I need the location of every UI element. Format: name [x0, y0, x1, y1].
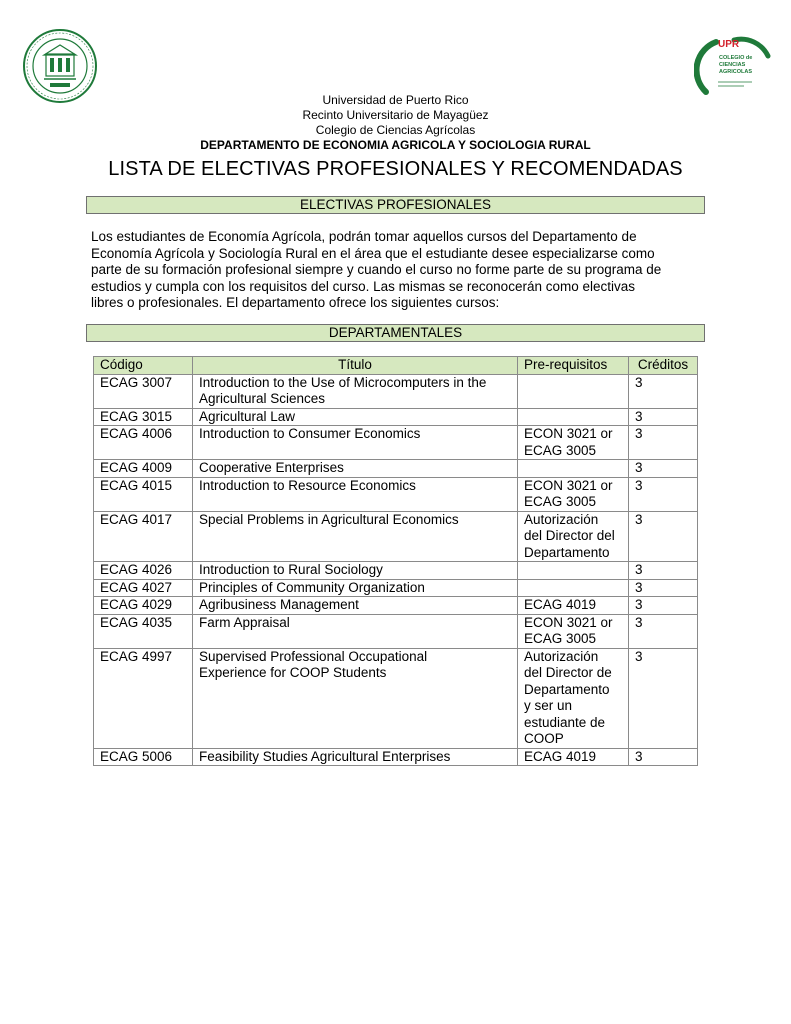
cell-code: ECAG 4035	[94, 614, 193, 648]
table-row	[94, 614, 698, 648]
table-row	[94, 477, 698, 511]
cell-prerequisites	[518, 460, 629, 478]
cell-prerequisites	[518, 408, 629, 426]
cell-prerequisites	[518, 374, 629, 408]
cell-prerequisites-line: ECAG 3005	[524, 494, 597, 509]
cell-prerequisites-line: y ser un	[524, 698, 573, 713]
cell-title	[193, 374, 518, 408]
cell-prerequisites-line: ECON 3021 or	[524, 426, 613, 441]
cell-prerequisites-line: estudiante de	[524, 714, 606, 730]
cell-title-line: Principles of Community Organization	[199, 579, 425, 595]
column-header-credits: Créditos	[629, 357, 698, 375]
table-row	[94, 562, 698, 580]
cell-title-line: Feasibility Studies Agricultural Enterprises	[199, 748, 451, 764]
header-university: Universidad de Puerto Rico	[322, 93, 469, 107]
cell-prerequisites	[518, 648, 629, 748]
cell-title-line: Agribusiness Management	[199, 597, 359, 612]
cell-code: ECAG 4027	[94, 579, 193, 597]
section-heading-departamentales: DEPARTAMENTALES	[86, 324, 705, 342]
cell-title	[193, 460, 518, 478]
cell-title	[193, 408, 518, 426]
intro-line: libres o profesionales. El departamento ofrece los siguientes cursos:	[91, 295, 500, 310]
cell-title-line: Introduction to the Use of Microcomputers in the	[199, 374, 487, 390]
document-header	[0, 93, 791, 153]
cell-prerequisites-line: del Director de	[524, 665, 612, 680]
cell-title	[193, 614, 518, 648]
cell-title	[193, 648, 518, 748]
cell-credits: 3	[629, 748, 698, 766]
cell-code: ECAG 5006	[94, 748, 193, 766]
cell-credits: 3	[629, 426, 698, 460]
cell-title	[193, 511, 518, 562]
svg-text:CIENCIAS: CIENCIAS	[719, 62, 746, 68]
table-row	[94, 374, 698, 408]
cell-title	[193, 562, 518, 580]
cell-prerequisites-line: ECON 3021 or	[524, 614, 613, 630]
cell-credits: 3	[629, 579, 698, 597]
cell-prerequisites-line: ECAG 4019	[524, 597, 597, 612]
section-heading-electivas: ELECTIVAS PROFESIONALES	[86, 196, 705, 214]
cell-credits: 3	[629, 511, 698, 562]
cell-prerequisites	[518, 579, 629, 597]
cell-title-line: Special Problems in Agricultural Economics	[199, 511, 459, 527]
cell-prerequisites-line: del Director del	[524, 528, 615, 543]
cell-prerequisites	[518, 511, 629, 562]
cell-title	[193, 477, 518, 511]
table-row	[94, 426, 698, 460]
column-header-code: Código	[94, 357, 193, 375]
table-row	[94, 648, 698, 748]
svg-text:UPR: UPR	[718, 39, 740, 50]
colegio-ciencias-agricolas-logo	[694, 34, 772, 98]
cell-prerequisites	[518, 477, 629, 511]
intro-line: Los estudiantes de Economía Agrícola, podrán tomar aquellos cursos del Departamento de	[91, 229, 637, 244]
page-title: LISTA DE ELECTIVAS PROFESIONALES Y RECOMENDADAS	[108, 158, 683, 180]
cell-title-line: Experience for COOP Students	[199, 665, 387, 680]
cell-prerequisites-line: ECAG 3005	[524, 442, 597, 458]
column-header-prerequisites: Pre-requisitos	[518, 357, 629, 375]
table-row	[94, 511, 698, 562]
cell-credits: 3	[629, 648, 698, 748]
cell-code: ECAG 4026	[94, 562, 193, 580]
table-row	[94, 460, 698, 478]
cell-code: ECAG 4017	[94, 511, 193, 562]
intro-line: Economía Agrícola y Sociología Rural en el área que el estudiante desee especializarse como	[91, 245, 655, 261]
cell-code: ECAG 3015	[94, 408, 193, 426]
intro-paragraph	[91, 229, 705, 312]
cell-credits: 3	[629, 408, 698, 426]
cell-prerequisites-line: ECAG 3005	[524, 631, 597, 646]
table-body	[94, 374, 698, 766]
table-header-row	[94, 357, 698, 375]
cell-prerequisites	[518, 614, 629, 648]
cell-prerequisites-line: Departamento	[524, 681, 610, 697]
cell-credits: 3	[629, 477, 698, 511]
svg-text:COLEGIO de: COLEGIO de	[719, 55, 753, 61]
cell-credits: 3	[629, 614, 698, 648]
intro-line: estudios y cumpla con los requisitos del curso. Las mismas se reconocerán como electivas	[91, 278, 635, 294]
cell-prerequisites-line: Autorización	[524, 648, 599, 664]
header-college: Colegio de Ciencias Agrícolas	[315, 123, 476, 137]
cell-code: ECAG 4015	[94, 477, 193, 511]
cell-code: ECAG 4009	[94, 460, 193, 478]
cell-credits: 3	[629, 562, 698, 580]
cell-code: ECAG 3007	[94, 374, 193, 408]
cell-prerequisites-line: Autorización	[524, 511, 599, 527]
cell-prerequisites	[518, 426, 629, 460]
header-department: DEPARTAMENTO DE ECONOMIA AGRICOLA Y SOCIOLOGIA RURAL	[200, 138, 591, 152]
cell-prerequisites	[518, 562, 629, 580]
cell-title-line: Introduction to Resource Economics	[199, 477, 416, 493]
cell-code: ECAG 4997	[94, 648, 193, 748]
cell-title-line: Farm Appraisal	[199, 614, 290, 630]
table-row	[94, 748, 698, 766]
table-row	[94, 597, 698, 615]
cell-title	[193, 748, 518, 766]
intro-line: parte de su formación profesional siempre y cuando el curso no forme parte de su programa de	[91, 262, 662, 277]
header-campus: Recinto Universitario de Mayagüez	[302, 108, 489, 122]
cell-title-line: Supervised Professional Occupational	[199, 648, 428, 664]
cell-code: ECAG 4029	[94, 597, 193, 615]
svg-text:AGRICOLAS: AGRICOLAS	[719, 69, 752, 75]
cell-credits: 3	[629, 460, 698, 478]
column-header-title: Título	[193, 357, 518, 375]
cell-title-line: Cooperative Enterprises	[199, 460, 344, 475]
cell-title-line: Introduction to Rural Sociology	[199, 562, 383, 577]
cell-prerequisites	[518, 748, 629, 766]
cell-credits: 3	[629, 597, 698, 615]
courses-table	[93, 356, 698, 766]
cell-title	[193, 426, 518, 460]
cell-prerequisites-line: COOP	[524, 731, 564, 746]
cell-prerequisites-line: ECAG 4019	[524, 748, 597, 764]
cell-title-line: Agricultural Sciences	[199, 391, 326, 406]
cell-title-line: Agricultural Law	[199, 408, 296, 424]
cell-credits: 3	[629, 374, 698, 408]
cell-prerequisites	[518, 597, 629, 615]
cell-title-line: Introduction to Consumer Economics	[199, 426, 421, 441]
cell-prerequisites-line: Departamento	[524, 544, 610, 560]
cell-title	[193, 579, 518, 597]
cell-code: ECAG 4006	[94, 426, 193, 460]
table-row	[94, 408, 698, 426]
cell-title	[193, 597, 518, 615]
table-row	[94, 579, 698, 597]
cell-prerequisites-line: ECON 3021 or	[524, 477, 613, 493]
